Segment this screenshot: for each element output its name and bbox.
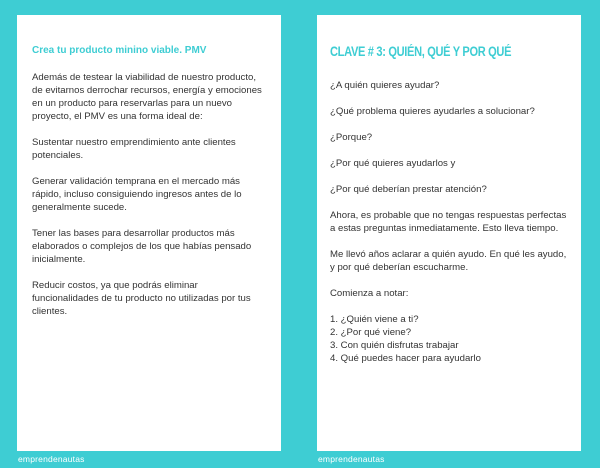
right-paragraph: Ahora, es probable que no tengas respuestas perfectas a estas preguntas inmediatamente. Esto lleva tiempo. — [330, 210, 567, 234]
right-paragraph: ¿Porque? — [330, 132, 373, 143]
right-footer-brand: emprendenautas — [318, 454, 385, 464]
right-paragraph: ¿Por qué deberían prestar atención? — [330, 184, 487, 195]
right-page — [317, 15, 581, 451]
right-paragraph: Me llevó años aclarar a quién ayudo. En qué les ayudo, y por qué deberían escucharme. — [330, 249, 567, 273]
left-paragraph: Además de testear la viabilidad de nuestro producto, de evitarnos derrochar recursos, energía y emociones en un producto para reservarlas para un nuevo proyecto, el PMV es una forma ideal de: — [32, 72, 262, 122]
numbered-list — [330, 313, 569, 365]
list-item: 4. Qué puedes hacer para ayudarlo — [330, 353, 481, 364]
list-item: 1. ¿Quién viene a ti? — [330, 314, 419, 325]
right-paragraph: ¿Qué problema quieres ayudarles a solucionar? — [330, 106, 535, 117]
right-paragraph: ¿Por qué quieres ayudarlos y — [330, 158, 456, 169]
left-footer-brand: emprendenautas — [18, 454, 85, 464]
left-paragraph: Tener las bases para desarrollar productos más elaborados o complejos de los que habías pensado inicialmente. — [32, 228, 252, 265]
left-paragraph: Generar validación temprana en el mercado más rápido, incluso consiguiendo ingresos antes de lo generalmente sucede. — [32, 176, 242, 213]
list-item: 3. Con quién disfrutas trabajar — [330, 340, 459, 351]
list-item: 2. ¿Por qué viene? — [330, 327, 412, 338]
right-paragraph: ¿A quién quieres ayudar? — [330, 80, 440, 91]
left-page — [17, 15, 281, 451]
right-page-title: CLAVE # 3: QUIÉN, QUÉ Y POR QUÉ — [330, 44, 512, 59]
left-page-title: Crea tu producto minino viable. PMV — [32, 45, 207, 56]
left-paragraph: Reducir costos, ya que podrás eliminar funcionalidades de tu producto no utilizadas por tus clientes. — [32, 280, 251, 317]
right-paragraph: Comienza a notar: — [330, 288, 409, 299]
left-paragraph: Sustentar nuestro emprendimiento ante clientes potenciales. — [32, 137, 236, 161]
